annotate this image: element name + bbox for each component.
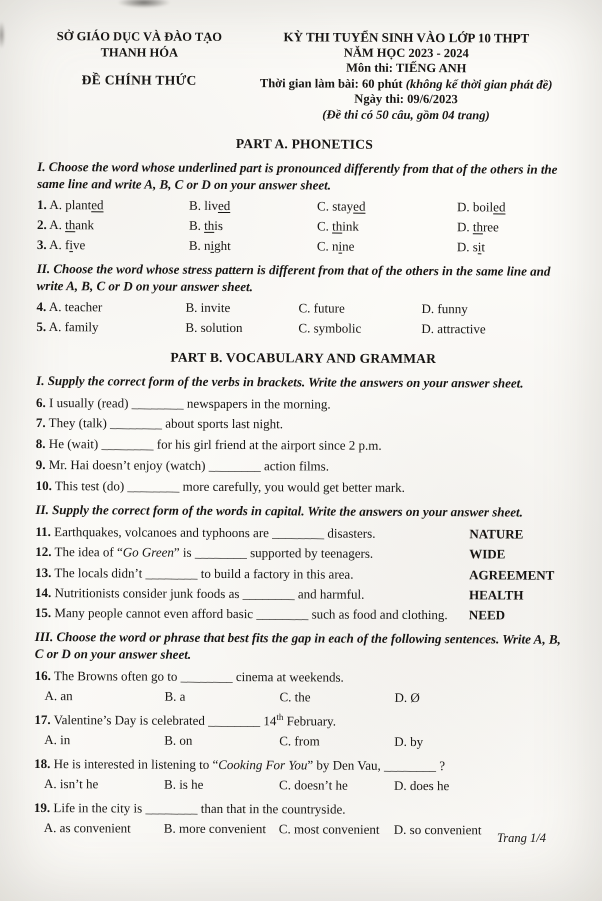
question-19-block (34, 798, 568, 841)
question-row-3 (37, 235, 571, 258)
exam-content (34, 28, 572, 845)
question-16: 16. The Browns often go to ________ cinema at weekends. (34, 668, 344, 686)
q2-option-b: B. this (188, 217, 223, 233)
q4-option-a: 4. A. teacher (36, 298, 103, 315)
question-6: 6. I usually (read) ________ newspapers in the morning. (36, 394, 331, 412)
question-12: 12. The idea of “Go Green” is ________ supported by teenagers. WIDE (35, 542, 569, 565)
q5-option-d: D. attractive (421, 321, 486, 337)
capital-word-11: NATURE (469, 526, 524, 542)
question-row-1 (37, 195, 571, 218)
q16-option-c: C. the (279, 689, 311, 705)
q16-option-a: A. an (44, 688, 73, 704)
q1-option-b: B. lived (189, 197, 231, 214)
issuer-block (38, 28, 241, 122)
q18-option-a: A. isn’t he (44, 776, 99, 792)
issuer-line-2: THANH HÓA (100, 45, 179, 60)
q5-option-c: C. symbolic (298, 320, 362, 336)
q2-option-a: 2. A. thank (36, 216, 95, 233)
q5-option-b: B. solution (185, 319, 243, 336)
question-15: 15. Many people cannot even afford basic ________ such as food and clothing. NEED (35, 603, 569, 626)
issuer-line-1: SỞ GIÁO DỤC VÀ ĐÀO TẠO (56, 29, 223, 44)
exam-date: Ngày thi: 09/6/2023 (354, 91, 458, 107)
question-18: 18. He is interested in listening to “Cooking For You” by Den Vau, ________ ? (34, 756, 446, 774)
q19-option-c: C. most convenient (278, 821, 380, 838)
q17-option-c: C. from (279, 733, 320, 749)
question-17: 17. Valentine’s Day is celebrated ________ 14th February. (34, 712, 337, 730)
q19-option-b: B. more convenient (163, 821, 267, 837)
q4-option-d: D. funny (421, 301, 468, 317)
part-a-section-2-heading: II. Choose the word whose stress pattern is different from that of the others in the same line and write A, B, C or D on your answer sheet. (36, 260, 551, 294)
q17-option-a: A. in (44, 732, 71, 748)
exam-info-block (240, 29, 572, 124)
question-13: 13. The locals didn’t ________ to build a factory in this area. AGREEMENT (35, 563, 569, 586)
q18-option-c: C. doesn’t he (278, 777, 348, 794)
question-18-options (34, 774, 568, 797)
q2-option-d: D. three (456, 219, 499, 235)
q18-option-d: D. does he (393, 778, 450, 794)
question-8: 8. He (wait) ________ for his girl friend at the airport since 2 p.m. (35, 436, 382, 453)
q4-option-c: C. future (298, 300, 345, 316)
question-7: 7. They (talk) ________ about sports last night. (35, 415, 284, 432)
scan-smudge-left-edge (0, 22, 5, 48)
page-number: Trang 1/4 (497, 831, 546, 845)
capital-word-12: WIDE (469, 546, 506, 562)
q16-option-b: B. a (164, 689, 186, 705)
q19-option-d: D. so convenient (393, 822, 482, 838)
question-16-options (34, 686, 568, 709)
part-b-section-3-heading: III. Choose the word or phrase that best fits the gap in each of the following sentences. Write A, B, C or D on your answer sheet. (34, 629, 561, 662)
q1-option-a: 1. A. planted (37, 196, 104, 213)
q3-option-a: 3. A. five (36, 236, 86, 253)
q19-option-a: A. as convenient (43, 820, 131, 836)
question-17-block (34, 710, 568, 753)
question-11: 11. Earthquakes, volcanoes and typhoons are ________ disasters. NATURE (35, 522, 569, 545)
part-b-section-1-heading: I. Supply the correct form of the verbs in brackets. Write the answers on your answer sheet. (36, 372, 524, 391)
q3-option-b: B. night (188, 237, 231, 254)
q17-option-d: D. by (394, 734, 424, 750)
question-19-options (34, 818, 568, 841)
question-19: 19. Life in the city is ________ than that in the countryside. (33, 800, 346, 818)
q3-option-c: C. nine (316, 238, 355, 254)
official-exam-label: ĐỀ CHÍNH THỨC (81, 72, 197, 88)
part-b-title: PART B. VOCABULARY AND GRAMMAR (170, 349, 437, 367)
capital-word-13: AGREEMENT (469, 566, 555, 583)
q3-option-d: D. sit (456, 239, 486, 255)
duration-line (241, 76, 572, 93)
question-18-block (34, 754, 568, 797)
scan-smudge-top (118, 0, 170, 8)
capital-word-15: NEED (468, 607, 506, 623)
part-a-title: PART A. PHONETICS (235, 136, 373, 152)
exam-title: KỲ THI TUYỂN SINH VÀO LỚP 10 THPT (283, 29, 530, 46)
q1-option-d: D. boiled (457, 199, 506, 215)
duration-note: (không kể thời gian phát đề) (405, 76, 553, 92)
question-17-options (34, 730, 568, 753)
subject: Môn thi: TIẾNG ANH (346, 60, 467, 76)
question-10: 10. This test (do) ________ more carefully, you would get better mark. (35, 477, 405, 495)
part-a-section-1-heading: I. Choose the word whose underlined part is pronounced differently from that of the others in the same line and write A, B, C or D on your answer sheet. (37, 158, 558, 193)
question-row-2 (37, 215, 571, 238)
exam-header (38, 28, 572, 124)
q16-option-d: D. Ø (394, 690, 420, 706)
question-row-4 (36, 297, 570, 320)
q5-option-a: 5. A. family (36, 318, 99, 335)
q17-option-b: B. on (164, 733, 193, 749)
part-b-section-2-heading: II. Supply the correct form of the words in capital. Write the answers on your answer sheet. (35, 502, 523, 521)
question-14: 14. Nutritionists consider junk foods as ________ and harmful. HEALTH (35, 583, 569, 606)
question-16-block (34, 666, 568, 709)
duration-bold: Thời gian làm bài: 60 phút (259, 75, 406, 91)
q4-option-b: B. invite (185, 299, 231, 316)
question-row-5 (36, 317, 570, 340)
q2-option-c: C. think (316, 218, 359, 234)
q1-option-c: C. stayed (317, 198, 366, 214)
q18-option-b: B. is he (164, 777, 204, 793)
question-9: 9. Mr. Hai doesn’t enjoy (watch) ________ action films. (35, 456, 330, 474)
pages-note: (Đề thi có 50 câu, gồm 04 trang) (322, 106, 490, 122)
school-year: NĂM HỌC 2023 - 2024 (343, 45, 469, 60)
capital-word-14: HEALTH (468, 587, 524, 603)
